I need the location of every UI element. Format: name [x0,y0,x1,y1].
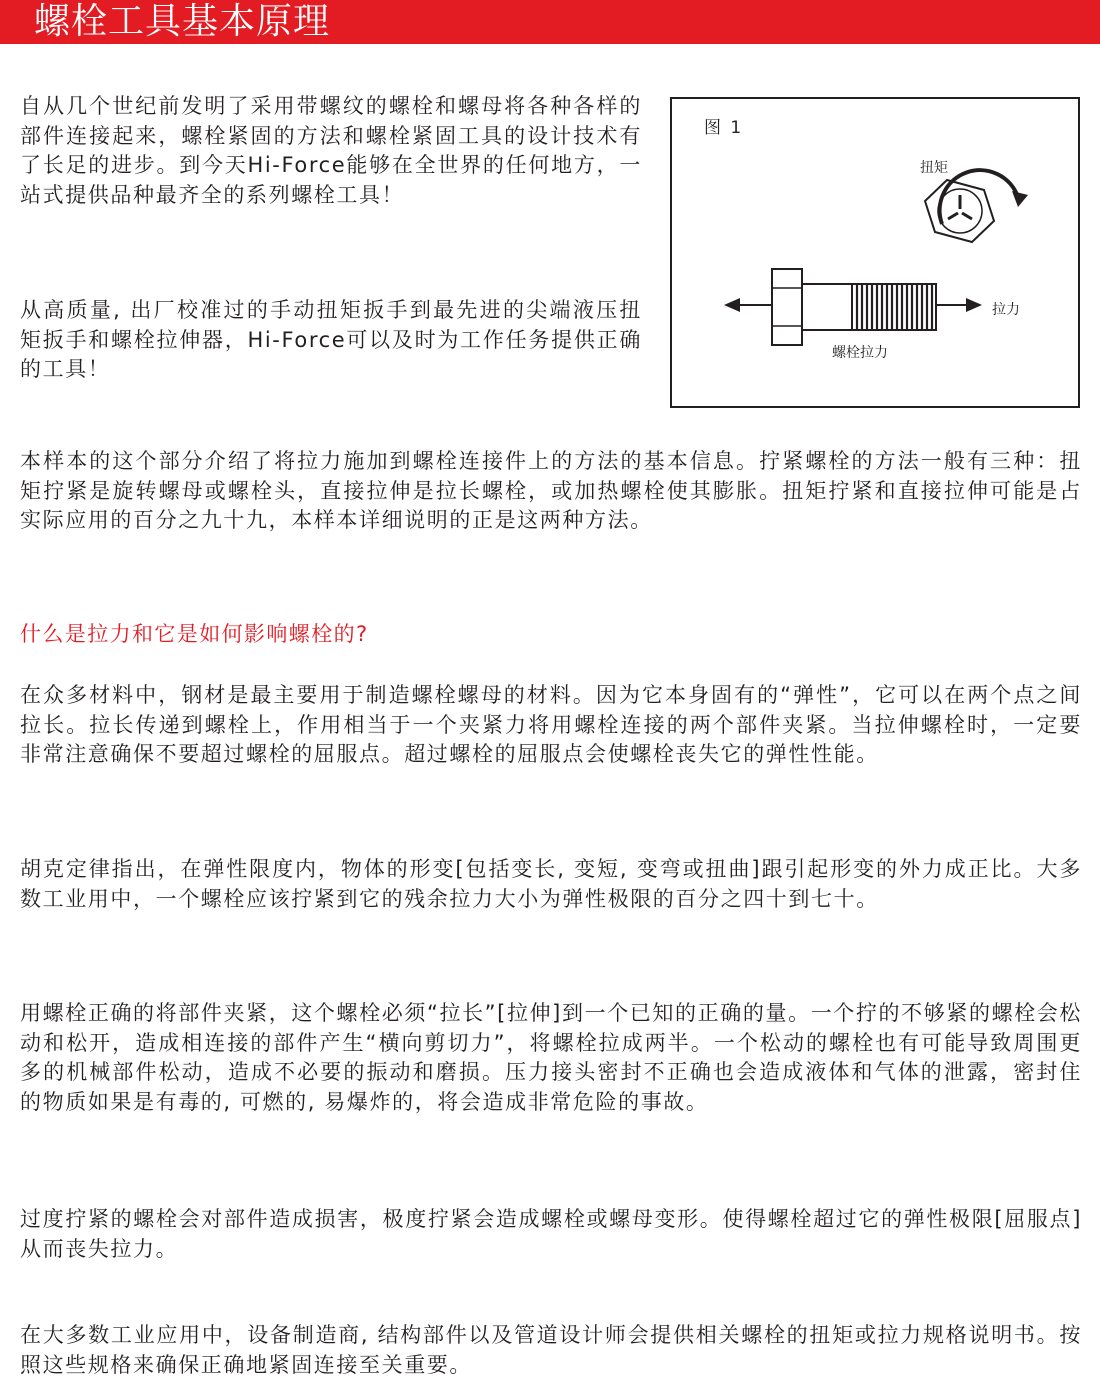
section-heading: 什么是拉力和它是如何影响螺栓的? [20,622,369,646]
figure-label: 图 1 [704,118,744,138]
rotation-arrowhead-icon [1012,191,1028,207]
bolt-diagram [672,99,1078,406]
bolt-tension-label: 螺栓拉力 [832,345,888,361]
paragraph-overtight: 过度拧紧的螺栓会对部件造成损害，极度拧紧会造成螺栓或螺母变形。使得螺栓超过它的弹性极限[屈服点]从而丧失拉力。 [20,1207,1082,1261]
bolt-icon [772,269,936,345]
tension-label: 拉力 [992,302,1020,318]
paragraph-specs: 在大多数工业应用中，设备制造商, 结构部件以及管道设计师会提供相关螺栓的扭矩或拉力规格说明书。按照这些规格来确保正确地紧固连接至关重要。 [20,1323,1082,1377]
torque-label: 扭矩 [920,160,948,176]
paragraph-steel: 在众多材料中，钢材是最主要用于制造螺栓螺母的材料。因为它本身固有的“弹性”，它可以在两个点之间拉长。拉长传递到螺栓上，作用相当于一个夹紧力将用螺栓连接的两个部件夹紧。当拉伸螺栓时，一定要非常注意确保不要超过螺栓的屈服点。超过螺栓的屈服点会使螺栓丧失它的弹性性能。 [20,683,1082,766]
paragraph-methods: 本样本的这个部分介绍了将拉力施加到螺栓连接件上的方法的基本信息。拧紧螺栓的方法一般有三种：扭矩拧紧是旋转螺母或螺栓头，直接拉伸是拉长螺栓，或加热螺栓使其膨胀。扭矩拧紧和直接拉伸可能是占实际应用的百分之九十九，本样本详细说明的正是这两种方法。 [20,449,1082,532]
paragraph-loose-bolt: 用螺栓正确的将部件夹紧，这个螺栓必须“拉长”[拉伸]到一个已知的正确的量。一个拧的不够紧的螺栓会松动和松开，造成相连接的部件产生“横向剪切力”，将螺栓拉成两半。一个松动的螺栓也有可能导致周围更多的机械部件松动，造成不必要的振动和磨损。压力接头密封不正确也会造成液体和气体的泄露，密封住的物质如果是有毒的, 可燃的, 易爆炸的，将会造成非常危险的事故。 [20,1001,1082,1114]
page-title: 螺栓工具基本原理 [34,1,331,42]
paragraph-hooke: 胡克定律指出，在弹性限度内，物体的形变[包括变长, 变短, 变弯或扭曲]跟引起形变的外力成正比。大多数工业用中，一个螺栓应该拧紧到它的残余拉力大小为弹性极限的百分之四十到七十。 [20,857,1082,911]
torque-nut-icon [925,180,994,242]
title-bar [0,0,1100,44]
intro-paragraph-2: 从高质量, 出厂校准过的手动扭矩扳手到最先进的尖端液压扭矩扳手和螺栓拉伸器，Hi-Force可以及时为工作任务提供正确的工具！ [20,298,642,381]
figure-1 [670,97,1080,408]
intro-paragraph-1: 自从几个世纪前发明了采用带螺纹的螺栓和螺母将各种各样的部件连接起来，螺栓紧固的方法和螺栓紧固工具的设计技术有了长足的进步。到今天Hi-Force能够在全世界的任何地方，一站式提供品种最齐全的系列螺栓工具！ [20,94,642,207]
